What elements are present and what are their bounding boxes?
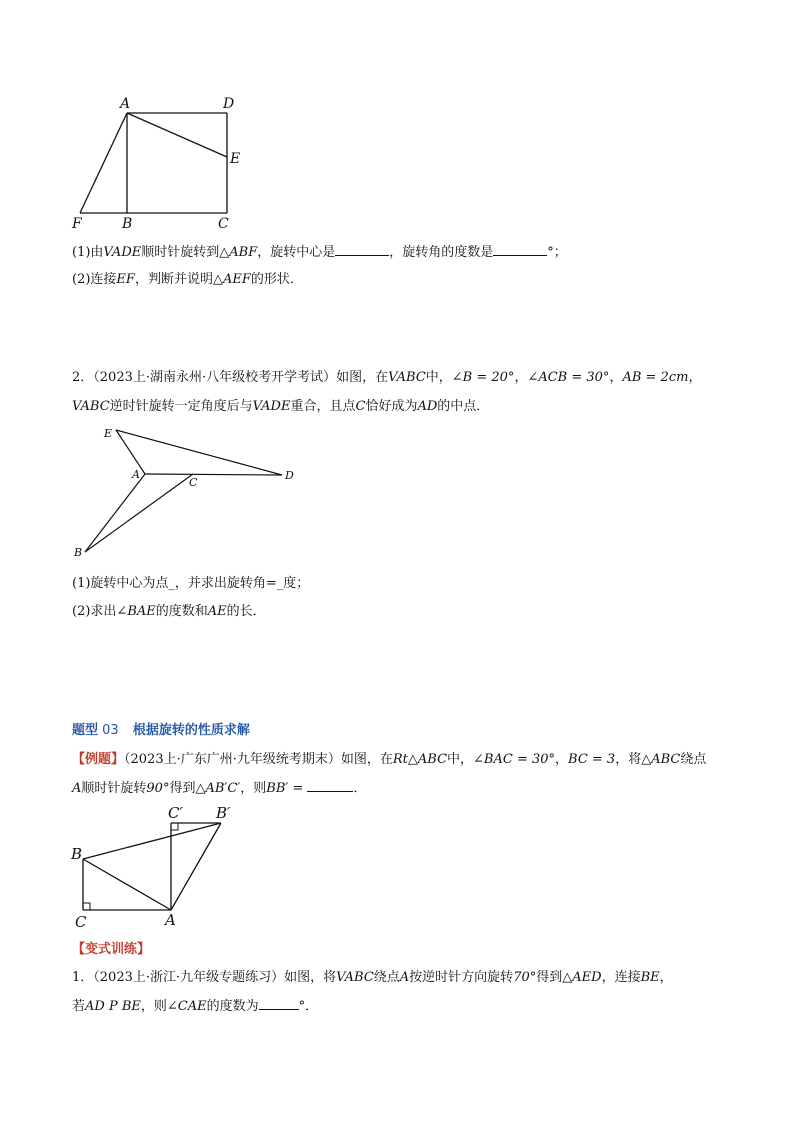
fig2-seg-BC: [85, 474, 193, 552]
fig2-label-E: E: [104, 427, 113, 440]
fig1-seg-AF: [80, 113, 127, 213]
p2-question-2: (2)求出∠BAE的度数和AE的长．: [72, 604, 266, 619]
fig1-label-B: B: [122, 216, 133, 232]
section-heading: 题型 03 根据旋转的性质求解: [72, 723, 250, 738]
example-line-1: 【例题】（2023上·广东广州·九年级统考期末）如图，在Rt△ABC中，∠BAC = 30°，BC = 3，将△ABC绕点: [72, 752, 707, 767]
fig2-label-C: C: [189, 476, 198, 489]
example-line-2: A顺时针旋转90°得到△AB′C′，则BB′ = ．: [72, 781, 367, 796]
fig3-seg-BA: [83, 859, 171, 910]
fig3-seg-AB1: [171, 823, 221, 910]
figure-1-square: [60, 88, 260, 238]
answer-blank[interactable]: [307, 779, 353, 792]
answer-blank[interactable]: [259, 997, 299, 1010]
p2-statement-line-2: VABC逆时针旋转一定角度后与VADE重合，且点C恰好成为AD的中点．: [72, 399, 490, 414]
fig2-label-D: D: [285, 469, 294, 482]
fig3-label-A: A: [165, 911, 176, 929]
fig3-right-angle-C1: [171, 823, 178, 830]
fig3-right-angle-C: [83, 903, 90, 910]
variant-heading: 【变式训练】: [72, 942, 151, 957]
fig3-label-B1: B′: [216, 804, 231, 822]
fig1-label-E: E: [230, 151, 241, 167]
fig1-seg-AE: [127, 113, 227, 157]
fig3-label-C1: C′: [168, 804, 183, 822]
variant-line-2: 若AD P BE，则∠CAE的度数为 °．: [72, 999, 319, 1014]
fig2-seg-AD: [145, 474, 282, 475]
figure-2-rotation: [60, 420, 310, 565]
fig3-label-C: C: [75, 913, 87, 931]
p1-question-2: (2)连接EF，判断并说明△AEF的形状．: [72, 272, 303, 287]
fig3-label-B: B: [71, 845, 83, 863]
fig1-label-A: A: [120, 96, 131, 112]
p1-question-1: (1)由VADE顺时针旋转到△ABF，旋转中心是 ，旋转角的度数是 °；: [72, 245, 567, 260]
p2-question-1: (1)旋转中心为点_，并求出旋转角=_度；: [72, 576, 310, 591]
fig1-label-C: C: [218, 216, 229, 232]
fig2-label-A: A: [132, 468, 140, 481]
figure-3-right-triangle-rotation: [64, 800, 254, 932]
p2-statement-line-1: 2．（2023上·湖南永州·八年级校考开学考试）如图，在VABC中，∠B = 20°，∠ACB = 30°，AB = 2cm，: [72, 370, 702, 385]
fig1-label-D: D: [223, 96, 235, 112]
answer-blank[interactable]: [493, 243, 547, 256]
fig2-seg-AB: [85, 474, 145, 552]
fig2-label-B: B: [74, 546, 83, 559]
variant-line-1: 1．（2023上·浙江·九年级专题练习）如图，将VABC绕点A按逆时针方向旋转70°得到△AED，连接BE，: [72, 970, 673, 985]
fig3-seg-BB1: [83, 823, 221, 859]
answer-blank[interactable]: [335, 243, 389, 256]
fig1-label-F: F: [72, 216, 82, 232]
